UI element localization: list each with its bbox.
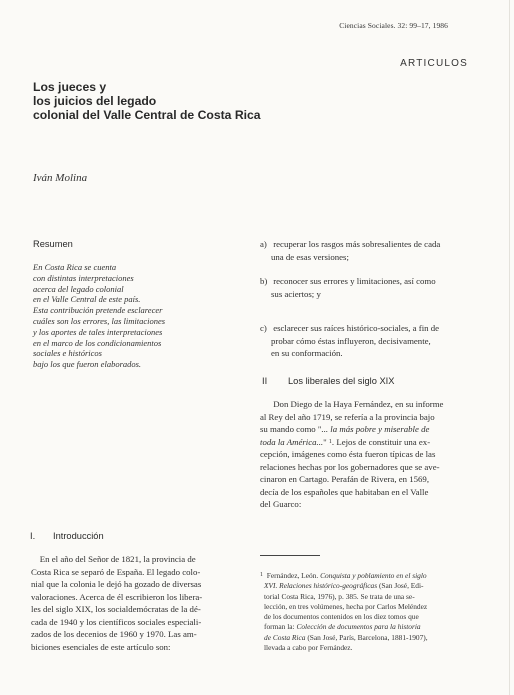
title-line: colonial del Valle Central de Costa Rica: [33, 108, 261, 122]
footnote-line: [260, 622, 475, 632]
objective-item-c: [260, 322, 439, 360]
paragraph-line: cepción, imágenes como ésta fueron típicas de las: [260, 449, 436, 459]
section-2-heading: [262, 376, 394, 386]
quote-text: su mando como ": [260, 424, 322, 434]
paragraph-line: Costa Rica se separó de España. El legado colo-: [31, 566, 201, 577]
objective-item-b: [260, 275, 436, 300]
footnote-text: (San José, Edi-: [377, 581, 424, 591]
footnote-text: forman la:: [264, 622, 297, 632]
paragraph-line: En el año del Señor de 1821, la provincia de: [31, 554, 196, 564]
objective-marker: b): [260, 276, 268, 286]
quote-italic: toda la América...: [260, 436, 324, 447]
objective-line: una de esas versiones;: [271, 251, 349, 262]
objective-marker: c): [260, 323, 267, 333]
abstract-line: cuáles son los errores, las limitaciones: [33, 315, 166, 326]
quote-close: ": [323, 436, 327, 447]
section-1-title: Introducción: [53, 531, 104, 541]
footnote-line: llevada a cabo por Fernández.: [264, 643, 353, 653]
paragraph-line: [260, 423, 472, 436]
objective-line: en su conformación.: [271, 348, 343, 359]
footnote-italic: XVI. Relaciones histórico-geográficas: [264, 581, 378, 591]
footnote-line: [260, 633, 475, 643]
objective-line: probar cómo éstas influyeron, decisivamente,: [271, 335, 431, 346]
objective-line: reconocer sus errores y limitaciones, así como: [273, 276, 436, 286]
paragraph-line: al Rey del año 1719, se refería a la provincia bajo: [260, 411, 435, 422]
section-2-paragraph: [260, 398, 472, 511]
objective-line: sus aciertos; y: [271, 288, 321, 299]
footnote-line: [260, 570, 475, 581]
abstract-text: [33, 262, 165, 370]
scan-edge: [509, 0, 510, 695]
footnote-text: Fernández, León.: [266, 571, 321, 580]
introduction-paragraph: [31, 553, 241, 653]
footnote-line: lección, en tres volúmenes, hecha por Carlos Meléndez: [264, 601, 428, 611]
abstract-line: En Costa Rica se cuenta: [33, 262, 117, 272]
paragraph-line: del Guarco:: [260, 499, 302, 509]
footnote-italic: Conquista y poblamiento en el siglo: [320, 571, 427, 580]
paragraph-line: biciones esenciales de este artículo son:: [31, 641, 171, 652]
footnote-reference: 1: [328, 438, 332, 445]
paragraph-line: zados de los decenios de 1960 y 1970. Las am-: [31, 629, 197, 639]
objective-line: esclarecer sus raíces histórico-sociales, a fin de: [273, 323, 440, 333]
paragraph-line: les del siglo XIX, los socialdemócratas de la dé-: [31, 604, 201, 614]
journal-citation: Ciencias Sociales. 32: 99–17, 1986: [339, 21, 448, 30]
quote-text: . Lejos de constituir una ex-: [331, 436, 431, 447]
footnote-line: de los documentos contenidos en los diez tomos que: [264, 612, 419, 622]
author-name: Iván Molina: [33, 172, 88, 184]
paragraph-line: relaciones hechas por los gobernadores que se ave-: [260, 461, 440, 472]
title-line: Los jueces y: [33, 80, 107, 94]
paragraph-line: cinaron en Cartago. Perafán de Rivera, en 1569,: [260, 474, 430, 484]
footnote-number: 1: [260, 572, 263, 578]
paragraph-line: decía de los españoles que habitaban en el Valle: [260, 486, 429, 497]
footnote-italic: Colección de documentos para la historia: [296, 622, 421, 632]
abstract-line: en el Valle Central de este país.: [33, 294, 141, 305]
footnote-italic: de Costa Rica: [264, 632, 306, 642]
abstract-line: acerca del legado colonial: [33, 283, 124, 294]
paragraph-line: cada de 1940 y los científicos sociales especiali-: [31, 616, 202, 627]
paragraph-line: nial que la colonia le dejó ha gozado de diversas: [31, 579, 202, 589]
objective-marker: a): [260, 239, 267, 249]
section-1-number: I.: [30, 531, 36, 541]
paragraph-line: [260, 436, 472, 449]
paragraph-line: Don Diego de la Haya Fernández, en su informe: [260, 399, 444, 409]
abstract-line: bajo los que fueron elaborados.: [33, 359, 142, 370]
section-2-title: Los liberales del siglo XIX: [288, 376, 395, 386]
footnote-line: torial Costa Rica, 1976), p. 385. Se trata de una se-: [264, 591, 415, 601]
abstract-line: y los aportes de tales interpretaciones: [33, 326, 163, 337]
objective-line: recuperar los rasgos más sobresalientes de cada: [273, 239, 441, 249]
abstract-line: sociales e históricos: [33, 348, 102, 359]
abstract-line: con distintas interpretaciones: [33, 272, 134, 283]
title-line: los juicios del legado: [33, 94, 157, 108]
article-title: [33, 80, 261, 122]
footnote: [260, 570, 475, 653]
section-1-heading: [30, 531, 104, 541]
section-2-number: II: [262, 376, 268, 386]
footnote-divider: [260, 555, 320, 556]
abstract-heading: Resumen: [33, 239, 73, 249]
abstract-line: Esta contribución pretende esclarecer: [33, 305, 163, 316]
abstract-line: en el marco de los condicionamientos: [33, 337, 162, 348]
footnote-line: [260, 581, 475, 591]
footnote-text: (San José, París, Barcelona, 1881-1907),: [305, 632, 428, 642]
section-label: ARTICULOS: [400, 58, 468, 69]
paragraph-line: valoraciones. Acerca de él escribieron los libera-: [31, 591, 203, 602]
objective-item-a: [260, 238, 440, 263]
quote-italic: ... la más pobre y miserable de: [321, 424, 430, 434]
